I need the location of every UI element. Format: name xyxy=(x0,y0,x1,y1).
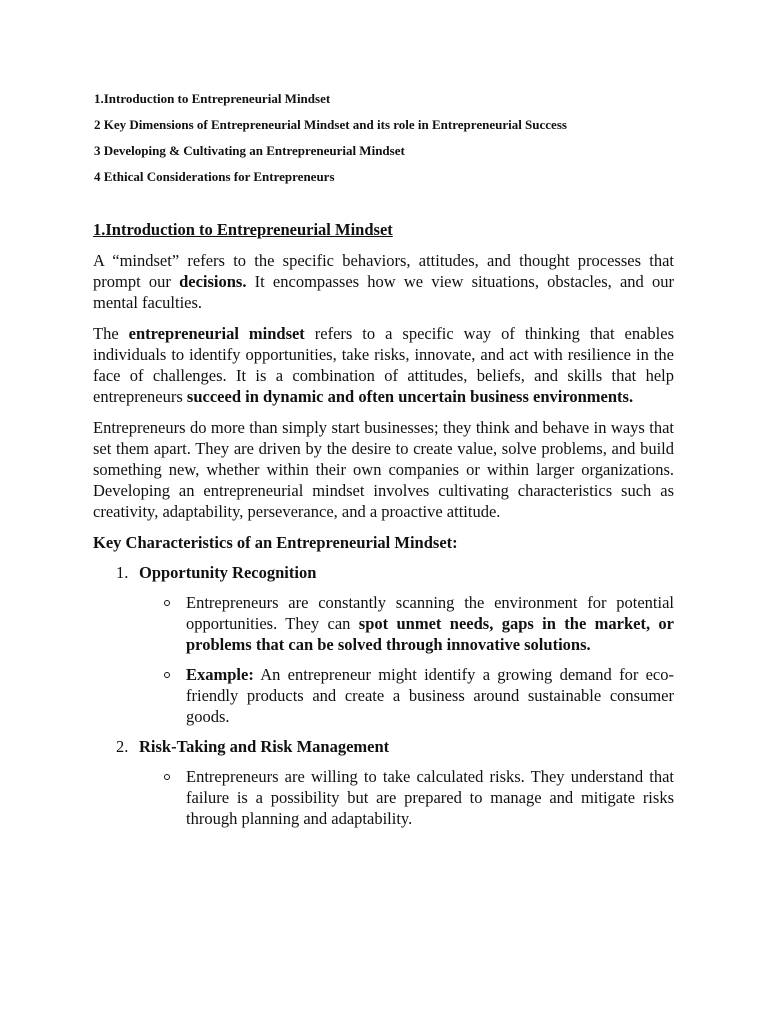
circle-bullet-icon xyxy=(164,672,170,678)
list-item-heading xyxy=(93,736,674,757)
toc-item-2: 2 Key Dimensions of Entrepreneurial Mindset and its role in Entrepreneurial Success xyxy=(94,117,567,132)
key-characteristics-heading: Key Characteristics of an Entrepreneurial Mindset: xyxy=(93,533,458,552)
bullet-item xyxy=(93,766,674,829)
bold-text-run: spot unmet needs, gaps in the market, or problems that can be solved through innovative solutions. xyxy=(186,614,675,654)
bold-text-run: entrepreneurial mindset xyxy=(128,324,305,343)
section-content xyxy=(93,218,674,838)
bold-text-run: decisions. xyxy=(179,272,247,291)
entrepreneurial-mindset-paragraph xyxy=(93,323,674,407)
text-run: Entrepreneurs are constantly scanning the environment for potential opportunities. They can xyxy=(186,593,674,633)
text-run: refers to a specific way of thinking that enables individuals to identify opportunities, take risks, innovate, and act with resilience in the face of challenges. It is a combination of attitudes, beliefs, and skills that help entrepreneurs xyxy=(93,324,674,406)
circle-bullet-icon xyxy=(164,600,170,606)
bullet-item xyxy=(93,592,674,655)
list-number: 2. xyxy=(116,737,129,756)
toc-item-4: 4 Ethical Considerations for Entrepreneurs xyxy=(94,169,335,184)
text-run: An entrepreneur might identify a growing demand for eco-friendly products and create a business around sustainable consumer goods. xyxy=(186,665,674,726)
bold-text-run: Example: xyxy=(186,665,254,684)
text-run: The xyxy=(93,324,129,343)
list-item-title: Risk-Taking and Risk Management xyxy=(139,737,390,756)
section-title: 1.Introduction to Entrepreneurial Mindset xyxy=(93,220,393,239)
table-of-contents xyxy=(94,86,694,190)
list-item-heading xyxy=(93,562,674,583)
text-run: It encompasses how we view situations, obstacles, and our mental faculties. xyxy=(93,272,674,312)
list-number: 1. xyxy=(116,563,129,582)
circle-bullet-icon xyxy=(164,774,170,780)
bullet-item xyxy=(93,664,674,727)
text-run: Entrepreneurs are willing to take calculated risks. They understand that failure is a possibility but are prepared to manage and mitigate risks through planning and adaptability. xyxy=(186,767,674,828)
list-item-opportunity-recognition xyxy=(93,562,674,727)
entrepreneurs-paragraph: Entrepreneurs do more than simply start businesses; they think and behave in ways that set them apart. They are driven by the desire to create value, solve problems, and build something new, whether within their own companies or within larger organizations. Developing an entrepreneurial mindset involves cultivating characteristics such as creativity, adaptability, perseverance, and a proactive attitude. xyxy=(93,418,674,521)
mindset-paragraph xyxy=(93,250,674,313)
bold-text-run: succeed in dynamic and often uncertain business environments. xyxy=(186,387,634,406)
toc-item-1: 1.Introduction to Entrepreneurial Mindset xyxy=(94,91,331,106)
toc-item-3: 3 Developing & Cultivating an Entrepreneurial Mindset xyxy=(94,143,405,158)
text-run: A “mindset” refers to the specific behaviors, attitudes, and thought processes that prompt our xyxy=(93,251,674,291)
list-item-title: Opportunity Recognition xyxy=(139,563,317,582)
list-item-risk-taking xyxy=(93,736,674,829)
